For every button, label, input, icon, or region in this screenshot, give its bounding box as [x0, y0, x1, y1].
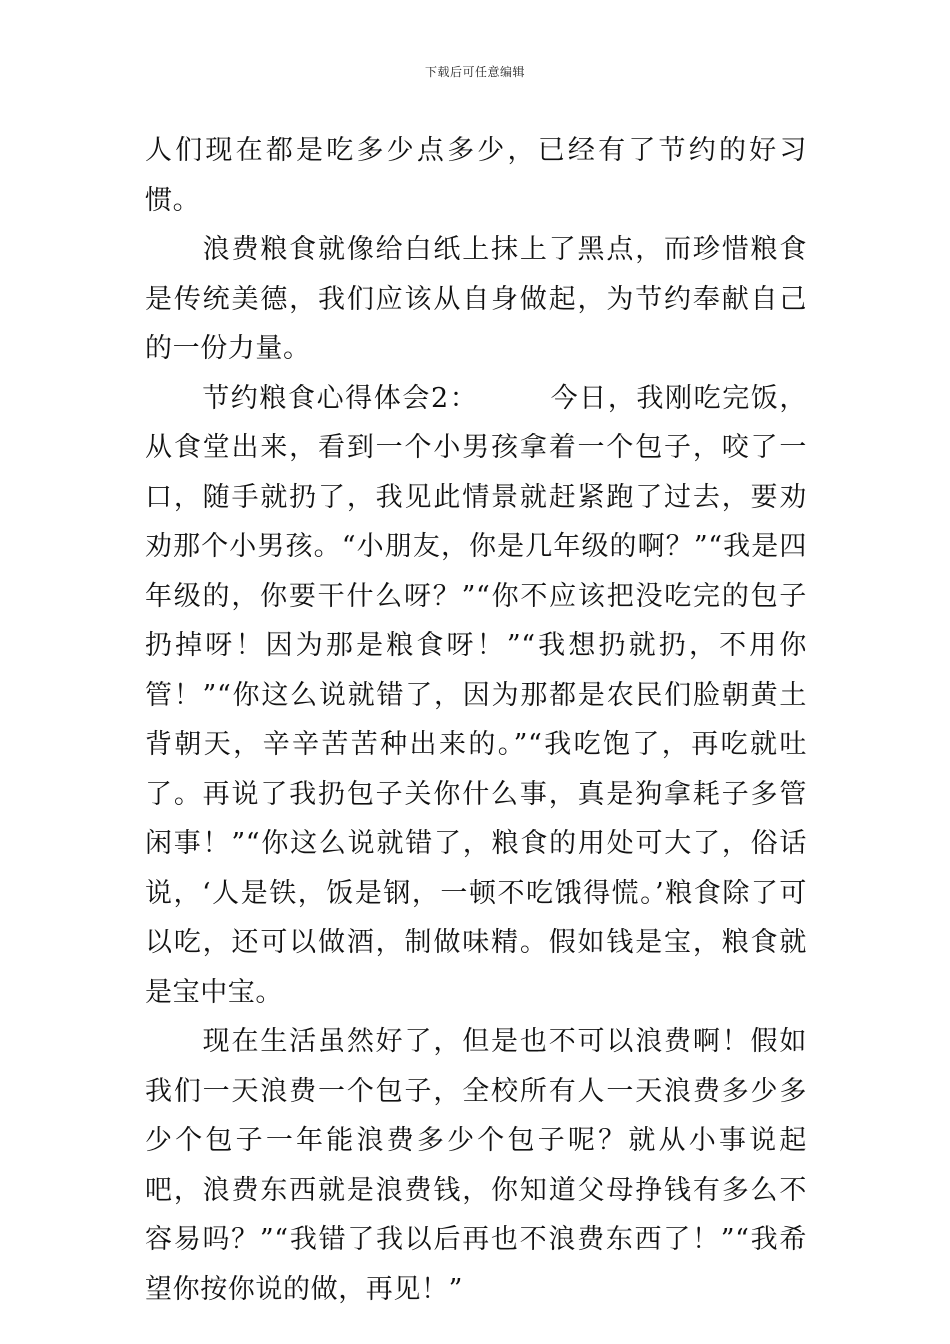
paragraph-waste-analogy: 浪费粮食就像给白纸上抹上了黑点，而珍惜粮食是传统美德，我们应该从自身做起，为节约奉献自己的一份力量。 — [145, 234, 807, 364]
paragraph-continuation: 人们现在都是吃多少点多少，已经有了节约的好习惯。 — [145, 135, 807, 216]
paragraph-conclusion: 现在生活虽然好了，但是也不可以浪费啊！假如我们一天浪费一个包子，全校所有人一天浪费多少多少个包子一年能浪费多少个包子呢？就从小事说起吧，浪费东西就是浪费钱，你知道父母挣钱有多么不容易吗？”“我错了我以后再也不浪费东西了！”“我希望你按你说的做，再见！” — [145, 1026, 807, 1305]
document-body — [145, 126, 807, 1314]
paragraph-experience-2: 节约粮食心得体会2： 今日，我刚吃完饭，从食堂出来，看到一个小男孩拿着一个包子，咬了一口，随手就扔了，我见此情景就赶紧跑了过去，要劝劝那个小男孩。“小朋友，你是几年级的啊？”“我是四年级的，你要干什么呀？”“你不应该把没吃完的包子扔掉呀！因为那是粮食呀！”“我想扔就扔，不用你管！”“你这么说就错了，因为那都是农民们脸朝黄土背朝天，辛辛苦苦种出来的。”“我吃饱了，再吃就吐了。再说了我扔包子关你什么事，真是狗拿耗子多管闲事！”“你这么说就错了，粮食的用处可大了，俗话说，‘人是铁，饭是钢，一顿不吃饿得慌。’粮食除了可以吃，还可以做酒，制做味精。假如钱是宝，粮食就是宝中宝。 — [145, 382, 807, 1008]
page-header: 下载后可任意编辑 — [424, 65, 525, 79]
